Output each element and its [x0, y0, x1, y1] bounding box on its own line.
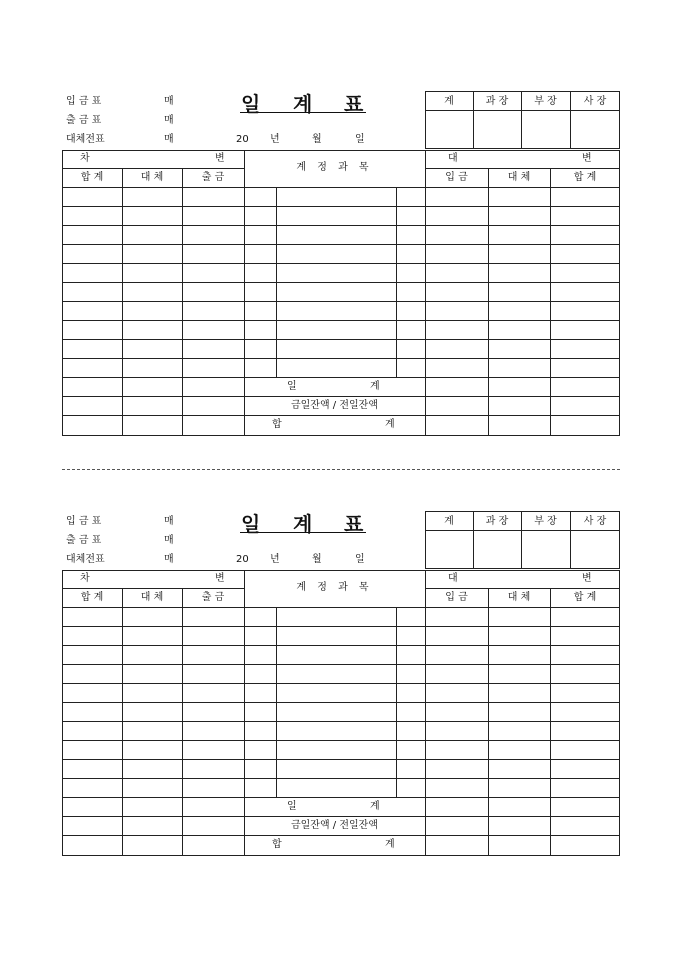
- ledger-row-line: [62, 645, 620, 646]
- ledger-row-line: [62, 778, 620, 779]
- ledger-grid: [62, 150, 620, 436]
- approval-header-manager: 과 장: [485, 516, 509, 527]
- ledger-row-line: [62, 339, 620, 340]
- daily-total-label-a: 일: [287, 381, 297, 392]
- ledger-row-line: [62, 683, 620, 684]
- approval-header-president: 사 장: [583, 96, 607, 107]
- month-label: 월: [312, 554, 322, 565]
- ledger-row-line: [62, 702, 620, 703]
- ledger-row-line: [62, 396, 620, 397]
- ledger-row-line: [62, 664, 620, 665]
- title-char: 일: [241, 512, 261, 536]
- debit-header-right: 변: [215, 153, 225, 164]
- ledger-grid: [62, 570, 620, 856]
- credit-col-total: 합 계: [573, 172, 597, 183]
- count-unit: 매: [164, 96, 174, 107]
- withdrawal-slip-label: 출 금 표: [66, 535, 102, 546]
- title-char: 일: [241, 92, 261, 116]
- ledger-row-line: [62, 759, 620, 760]
- approval-header-president: 사 장: [583, 516, 607, 527]
- grand-total-label-b: 계: [385, 839, 395, 850]
- title-char: 계: [293, 92, 313, 116]
- transfer-slip-label: 대체전표: [66, 134, 105, 145]
- debit-header: 차: [80, 573, 90, 584]
- credit-col-deposit: 입 금: [445, 172, 468, 183]
- debit-col-transfer: 대 체: [140, 592, 164, 603]
- journal-form-2: [0, 420, 680, 880]
- debit-col-withdrawal: 출 금: [201, 592, 225, 603]
- credit-header: 대: [448, 153, 458, 164]
- journal-form-1: [0, 0, 680, 460]
- ledger-row-line: [62, 358, 620, 359]
- credit-col-transfer: 대 체: [507, 172, 531, 183]
- count-unit: 매: [164, 134, 174, 145]
- account-title-header: 계 정 과 목: [296, 162, 373, 173]
- approval-header-manager: 과 장: [485, 96, 509, 107]
- count-unit: 매: [164, 115, 174, 126]
- grand-total-label-a: 합: [272, 839, 282, 850]
- deposit-slip-label: 입 금 표: [66, 96, 102, 107]
- credit-col-transfer: 대 체: [507, 592, 531, 603]
- form-title: [240, 88, 366, 116]
- count-unit: 매: [164, 554, 174, 565]
- year-prefix: 20: [236, 134, 249, 145]
- grand-total-label-a: 합: [272, 419, 282, 430]
- approval-header-staff: 계: [444, 516, 454, 527]
- daily-total-label-b: 계: [370, 381, 380, 392]
- ledger-row-line: [62, 797, 620, 798]
- withdrawal-slip-label: 출 금 표: [66, 115, 102, 126]
- debit-col-transfer: 대 체: [140, 172, 164, 183]
- debit-header-right: 변: [215, 573, 225, 584]
- debit-col-total: 합 계: [80, 592, 104, 603]
- ledger-row-line: [62, 721, 620, 722]
- year-prefix: 20: [236, 554, 249, 565]
- debit-col-total: 합 계: [80, 172, 104, 183]
- approval-header-director: 부 장: [534, 516, 557, 527]
- day-label: 일: [355, 554, 365, 565]
- ledger-row-line: [62, 626, 620, 627]
- balance-label: 금일잔액 / 전일잔액: [290, 400, 378, 411]
- daily-total-label-b: 계: [370, 801, 380, 812]
- transfer-slip-label: 대체전표: [66, 554, 105, 565]
- ledger-row-line: [62, 282, 620, 283]
- title-char: 계: [293, 512, 313, 536]
- count-unit: 매: [164, 535, 174, 546]
- year-label: 년: [270, 554, 280, 565]
- ledger-row-line: [62, 415, 620, 416]
- approval-header-staff: 계: [444, 96, 454, 107]
- day-label: 일: [355, 134, 365, 145]
- year-label: 년: [270, 134, 280, 145]
- ledger-row-line: [62, 816, 620, 817]
- ledger-row-line: [62, 225, 620, 226]
- approval-header-director: 부 장: [534, 96, 557, 107]
- form-title: [240, 508, 366, 536]
- ledger-row-line: [62, 835, 620, 836]
- month-label: 월: [312, 134, 322, 145]
- credit-header-right: 변: [582, 153, 592, 164]
- title-char: 표: [344, 512, 364, 536]
- ledger-row-line: [62, 740, 620, 741]
- ledger-row-line: [62, 206, 620, 207]
- balance-label: 금일잔액 / 전일잔액: [290, 820, 378, 831]
- debit-col-withdrawal: 출 금: [201, 172, 225, 183]
- deposit-slip-label: 입 금 표: [66, 516, 102, 527]
- credit-header-right: 변: [582, 573, 592, 584]
- count-unit: 매: [164, 516, 174, 527]
- account-title-header: 계 정 과 목: [296, 582, 373, 593]
- grand-total-label-b: 계: [385, 419, 395, 430]
- ledger-row-line: [62, 377, 620, 378]
- ledger-row-line: [62, 263, 620, 264]
- daily-total-label-a: 일: [287, 801, 297, 812]
- ledger-row-line: [62, 301, 620, 302]
- credit-header: 대: [448, 573, 458, 584]
- credit-col-deposit: 입 금: [445, 592, 468, 603]
- debit-header: 차: [80, 153, 90, 164]
- credit-col-total: 합 계: [573, 592, 597, 603]
- title-char: 표: [344, 92, 364, 116]
- ledger-row-line: [62, 320, 620, 321]
- ledger-row-line: [62, 244, 620, 245]
